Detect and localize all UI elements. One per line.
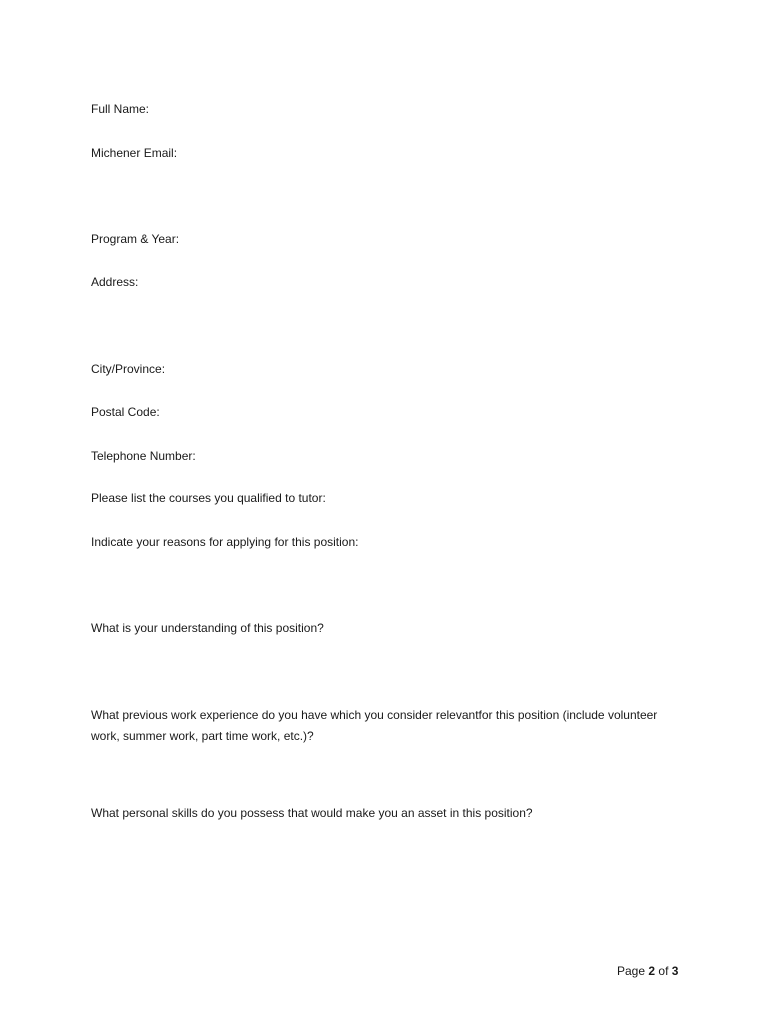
experience-question: What previous work experience do you have which you consider relevantfor this position (include volunteer work, summer work, part time work, etc.)? — [91, 708, 658, 743]
of-word: of — [658, 964, 669, 978]
courses-question: Please list the courses you qualified to tutor: — [91, 491, 326, 505]
full-name-label: Full Name: — [91, 102, 150, 116]
current-page-number: 2 — [648, 964, 656, 978]
understanding-question: What is your understanding of this position? — [91, 621, 324, 635]
michener-email-label: Michener Email: — [91, 146, 178, 160]
skills-question: What personal skills do you possess that would make you an asset in this position? — [91, 806, 533, 820]
reasons-question: Indicate your reasons for applying for this position: — [91, 535, 359, 549]
page-word: Page — [617, 964, 646, 978]
postal-code-label: Postal Code: — [91, 405, 160, 419]
address-label: Address: — [91, 275, 139, 289]
program-year-label: Program & Year: — [91, 232, 180, 246]
city-province-label: City/Province: — [91, 362, 166, 376]
telephone-number-label: Telephone Number: — [91, 449, 196, 463]
total-pages-number: 3 — [671, 964, 679, 978]
page-number-footer — [617, 963, 678, 979]
